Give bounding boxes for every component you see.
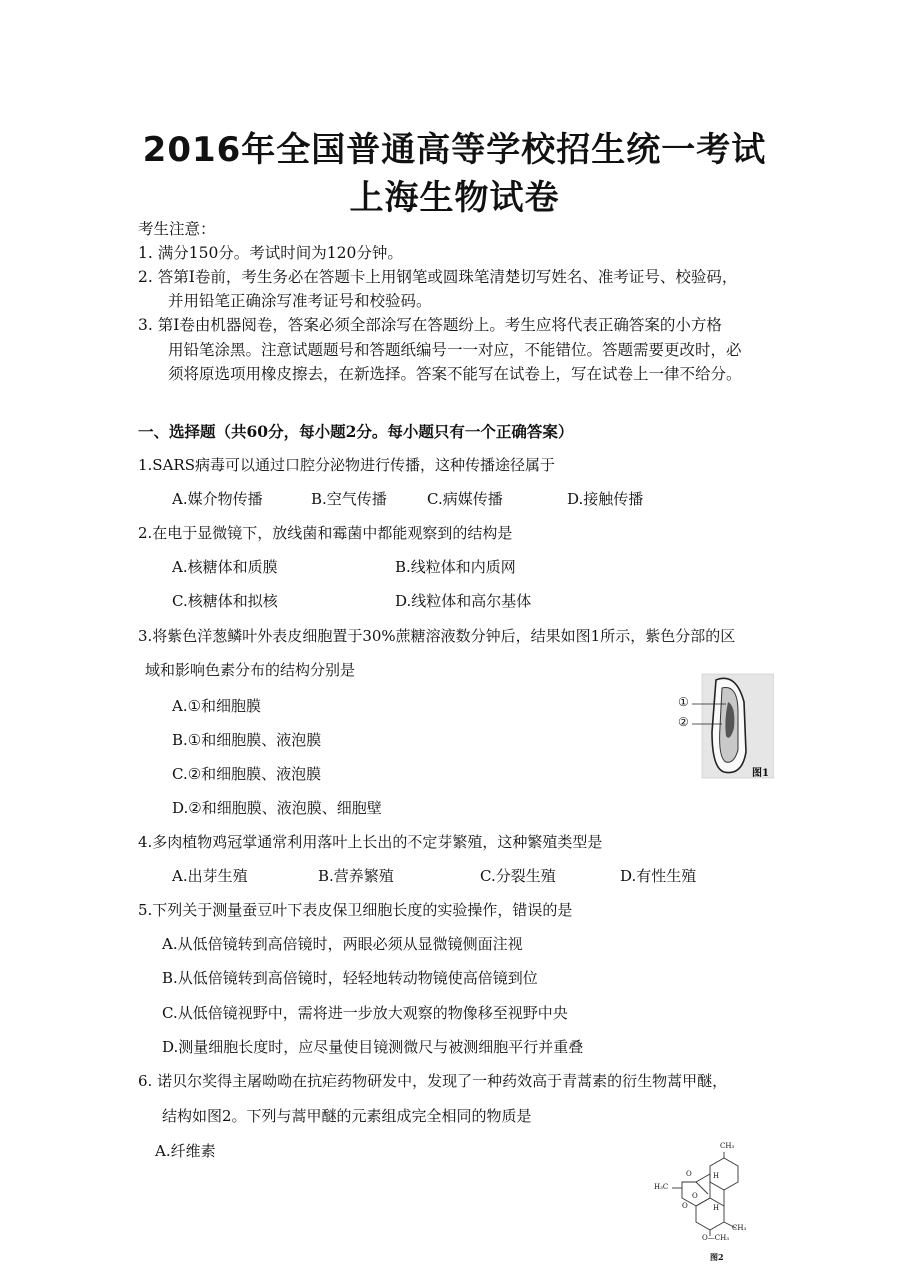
figure-2-caption: 图2 — [710, 1252, 724, 1262]
page-subtitle: 上海生物试卷 — [349, 178, 560, 218]
question-2-stem: 2.在电于显微镜下，放线菌和霉菌中都能观察到的结构是 — [138, 524, 513, 542]
question-5-option-d: D.测量细胞长度时，应尽量使目镜测微尺与被测细胞平行并重叠 — [162, 1038, 584, 1056]
question-5-option-b: B.从低倍镜转到高倍镜时，轻轻地转动物镜使高倍镜到位 — [162, 969, 538, 987]
question-1-stem: 1.SARS病毒可以通过口腔分泌物进行传播，这种传播途径属于 — [138, 456, 555, 474]
question-4-stem: 4.多肉植物鸡冠掌通常利用落叶上长出的不定芽繁殖，这种繁殖类型是 — [138, 833, 603, 851]
figure-2-ch3-right: CH₃ — [732, 1224, 747, 1232]
question-3-stem-cont: 域和影响色素分布的结构分别是 — [145, 661, 356, 679]
question-2-option-c: C.核糖体和拟核 — [172, 592, 278, 610]
question-1-option-c: C.病媒传播 — [427, 490, 503, 508]
question-3-option-c: C.②和细胞膜、液泡膜 — [172, 765, 322, 783]
question-5-option-c: C.从低倍镜视野中，需将进一步放大观察的物像移至视野中央 — [162, 1004, 568, 1022]
question-6-option-a: A.纤维素 — [155, 1142, 216, 1160]
question-1-option-b: B.空气传播 — [311, 490, 387, 508]
question-4-option-d: D.有性生殖 — [620, 867, 697, 885]
notice-item-2: 2. 答第Ⅰ卷前，考生务必在答题卡上用钢笔或圆珠笔清楚切写姓名、准考证号、校验码， — [138, 268, 738, 286]
figure-2-oxygen-1: O — [686, 1170, 692, 1178]
figure-2-oxygen-2: O — [692, 1192, 698, 1200]
question-1-option-a: A.媒介物传播 — [172, 490, 263, 508]
figure-1-cell-diagram — [676, 672, 774, 780]
figure-2-ch3-top: CH₃ — [720, 1142, 735, 1150]
question-3-option-d: D.②和细胞膜、液泡膜、细胞壁 — [172, 799, 382, 817]
notice-heading: 考生注意： — [138, 220, 216, 238]
notice-item-2-cont: 并用铅笔正确涂写准考证号和校验码。 — [168, 292, 432, 310]
question-5-option-a: A.从低倍镜转到高倍镜时，两眼必须从显微镜侧面注视 — [162, 935, 523, 953]
figure-2-structure — [652, 1142, 752, 1262]
notice-item-3: 3. 第Ⅰ卷由机器阅卷，答案必须全部涂写在答题纷上。考生应将代表正确答案的小方格 — [138, 316, 722, 334]
question-1-option-d: D.接触传播 — [567, 490, 644, 508]
question-2-option-b: B.线粒体和内质网 — [395, 558, 516, 576]
question-2-option-a: A.核糖体和质膜 — [172, 558, 278, 576]
question-5-stem: 5.下列关于测量蚕豆叶下表皮保卫细胞长度的实验操作，错误的是 — [138, 901, 573, 919]
figure-1-label-2: ② — [678, 715, 689, 729]
figure-2-oxygen-3: O — [682, 1202, 688, 1210]
notice-item-3-cont1: 用铅笔涂黑。注意试题题号和答题纸编号一一对应，不能错位。答题需要更改时，必 — [168, 341, 742, 359]
notice-item-1: 1. 满分150分。考试时间为120分钟。 — [138, 244, 403, 262]
question-2-option-d: D.线粒体和高尔基体 — [395, 592, 532, 610]
question-6-stem-cont: 结构如图2。下列与蒿甲醚的元素组成完全相同的物质是 — [162, 1107, 532, 1125]
figure-2-och3: O—CH₃ — [702, 1234, 730, 1242]
question-6-stem: 6. 诺贝尔奖得主屠呦呦在抗疟药物研发中，发现了一种药效高于青蒿素的衍生物蒿甲醚， — [138, 1072, 728, 1090]
section-heading: 一、选择题（共60分，每小题2分。每小题只有一个正确答案） — [138, 422, 574, 441]
notice-item-3-cont2: 须将原选项用橡皮擦去，在新选择。答案不能写在试卷上，写在试卷上一律不给分。 — [168, 365, 742, 383]
figure-2-hydrogen-1: H — [713, 1172, 720, 1180]
figure-2-hydrogen-2: H — [713, 1204, 720, 1212]
question-4-option-a: A.出芽生殖 — [172, 867, 248, 885]
figure-1-caption: 图1 — [752, 768, 769, 779]
figure-2-h3c: H₃C — [654, 1183, 669, 1191]
question-3-option-a: A.①和细胞膜 — [172, 697, 262, 715]
question-4-option-b: B.营养繁殖 — [318, 867, 394, 885]
question-3-stem: 3.将紫色洋葱鳞叶外表皮细胞置于30%蔗糖溶液数分钟后，结果如图1所示，紫色分部的区 — [138, 627, 736, 645]
figure-1-label-1: ① — [678, 695, 689, 709]
page-title: 2016年全国普通高等学校招生统一考试 — [142, 130, 767, 170]
question-4-option-c: C.分裂生殖 — [480, 867, 556, 885]
question-3-option-b: B.①和细胞膜、液泡膜 — [172, 731, 322, 749]
